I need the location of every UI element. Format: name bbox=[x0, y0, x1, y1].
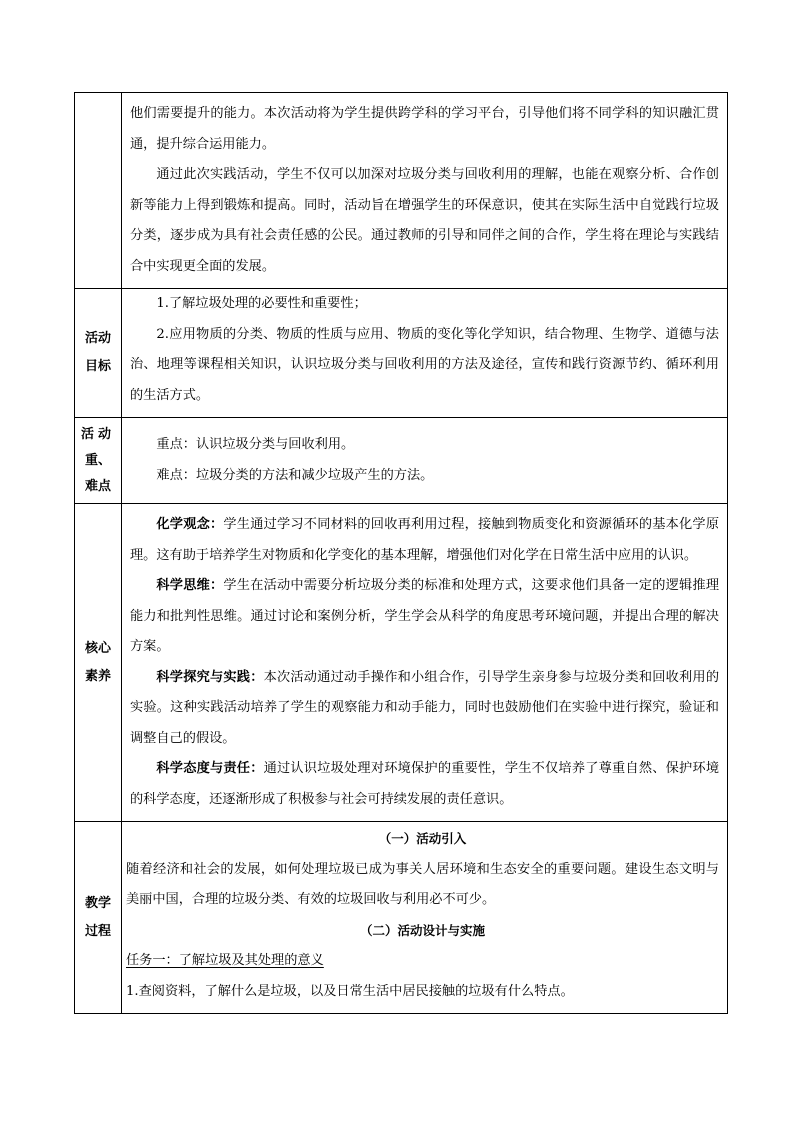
lesson-plan-table bbox=[74, 92, 728, 1014]
literacy-text: 学生在活动中需要分析垃圾分类的标准和处理方式，这要求他们具备一定的逻辑推理能力和批判性思维。通过讨论和案例分析，学生学会从科学的角度思考环境问题，并提出合理的解决方案。 bbox=[130, 578, 720, 654]
process-label bbox=[75, 822, 122, 1014]
goals-content bbox=[122, 289, 728, 418]
literacy-heading: 科学态度与责任： bbox=[156, 761, 264, 776]
task-1-step-1: 1.查阅资料，了解什么是垃圾，以及日常生活中居民接触的垃圾有什么特点。 bbox=[126, 983, 574, 999]
background-content bbox=[122, 93, 728, 289]
key-points-label-line-1: 活动 bbox=[80, 426, 115, 442]
literacy-heading: 化学观念： bbox=[156, 517, 224, 532]
literacy-heading: 科学思维： bbox=[156, 578, 224, 593]
literacy-item bbox=[130, 754, 719, 815]
literacy-row bbox=[75, 504, 728, 822]
section-1-text: 随着经济和社会的发展，如何处理垃圾已成为事关人居环境和生态安全的重要问题。建设生态文明与美丽中国，合理的垃圾分类、有效的垃圾回收与利用必不可少。 bbox=[126, 861, 719, 907]
background-label-cell bbox=[75, 93, 122, 289]
key-points-label-line-2: 重、 bbox=[84, 452, 111, 468]
literacy-label bbox=[75, 504, 122, 822]
process-row bbox=[75, 822, 728, 1014]
process-label-text: 教学过程 bbox=[84, 895, 111, 939]
key-points-label-line-3: 难点 bbox=[84, 478, 111, 494]
literacy-item bbox=[130, 663, 719, 755]
task-1-title: 任务一：了解垃圾及其处理的意义 bbox=[126, 953, 324, 968]
goals-label-text: 活动目标 bbox=[84, 331, 111, 374]
literacy-content bbox=[122, 504, 728, 822]
section-2-title: （二）活动设计与实施 bbox=[359, 922, 485, 938]
task-1 bbox=[126, 946, 719, 977]
goals-row bbox=[75, 289, 728, 418]
key-points-row bbox=[75, 418, 728, 504]
process-content bbox=[122, 822, 728, 1014]
goal-item-1: 1.了解垃圾处理的必要性和重要性； bbox=[156, 296, 367, 311]
background-paragraph-1: 他们需要提升的能力。本次活动将为学生提供跨学科的学习平台，引导他们将不同学科的知识融汇贯通，提升综合运用能力。 bbox=[130, 106, 719, 152]
goals-label bbox=[75, 289, 122, 418]
literacy-text: 本次活动通过动手操作和小组合作，引导学生亲身参与垃圾分类和回收利用的实验。这种实践活动培养了学生的观察能力和动手能力，同时也鼓励他们在实验中进行探究，验证和调整自己的假设。 bbox=[130, 669, 720, 746]
literacy-item bbox=[130, 571, 719, 663]
background-row bbox=[75, 93, 728, 289]
literacy-text: 学生通过学习不同材料的回收再利用过程，接触到物质变化和资源循环的基本化学原理。这有助于培养学生对物质和化学变化的基本理解，增强他们对化学在日常生活中应用的认识。 bbox=[130, 517, 720, 563]
key-point: 重点：认识垃圾分类与回收利用。 bbox=[156, 437, 355, 452]
difficult-point: 难点：垃圾分类的方法和减少垃圾产生的方法。 bbox=[156, 467, 434, 483]
section-1-title: （一）活动引入 bbox=[378, 831, 467, 846]
goal-item-2: 2.应用物质的分类、物质的性质与应用、物质的变化等化学知识，结合物理、生物学、道德与法治、地理等课程相关知识，认识垃圾分类与回收利用的方法及途径，宣传和践行资源节约、循环利用的生活方式。 bbox=[130, 326, 719, 403]
literacy-heading: 科学探究与实践： bbox=[156, 669, 264, 685]
key-points-content bbox=[122, 418, 728, 504]
key-points-label bbox=[75, 418, 122, 504]
literacy-label-text: 核心素养 bbox=[84, 640, 111, 684]
background-paragraph-2: 通过此次实践活动，学生不仅可以加深对垃圾分类与回收利用的理解，也能在观察分析、合作创新等能力上得到锻炼和提高。同时，活动旨在增强学生的环保意识，使其在实际生活中自觉践行垃圾分类，逐步成为具有社会责任感的公民。通过教师的引导和同伴之间的合作，学生将在理论与实践结合中实现更全面的发展。 bbox=[130, 167, 719, 274]
literacy-item bbox=[130, 510, 719, 571]
literacy-text: 通过认识垃圾处理对环境保护的重要性，学生不仅培养了尊重自然、保护环境的科学态度，还逐渐形成了积极参与社会可持续发展的责任意识。 bbox=[130, 761, 720, 807]
